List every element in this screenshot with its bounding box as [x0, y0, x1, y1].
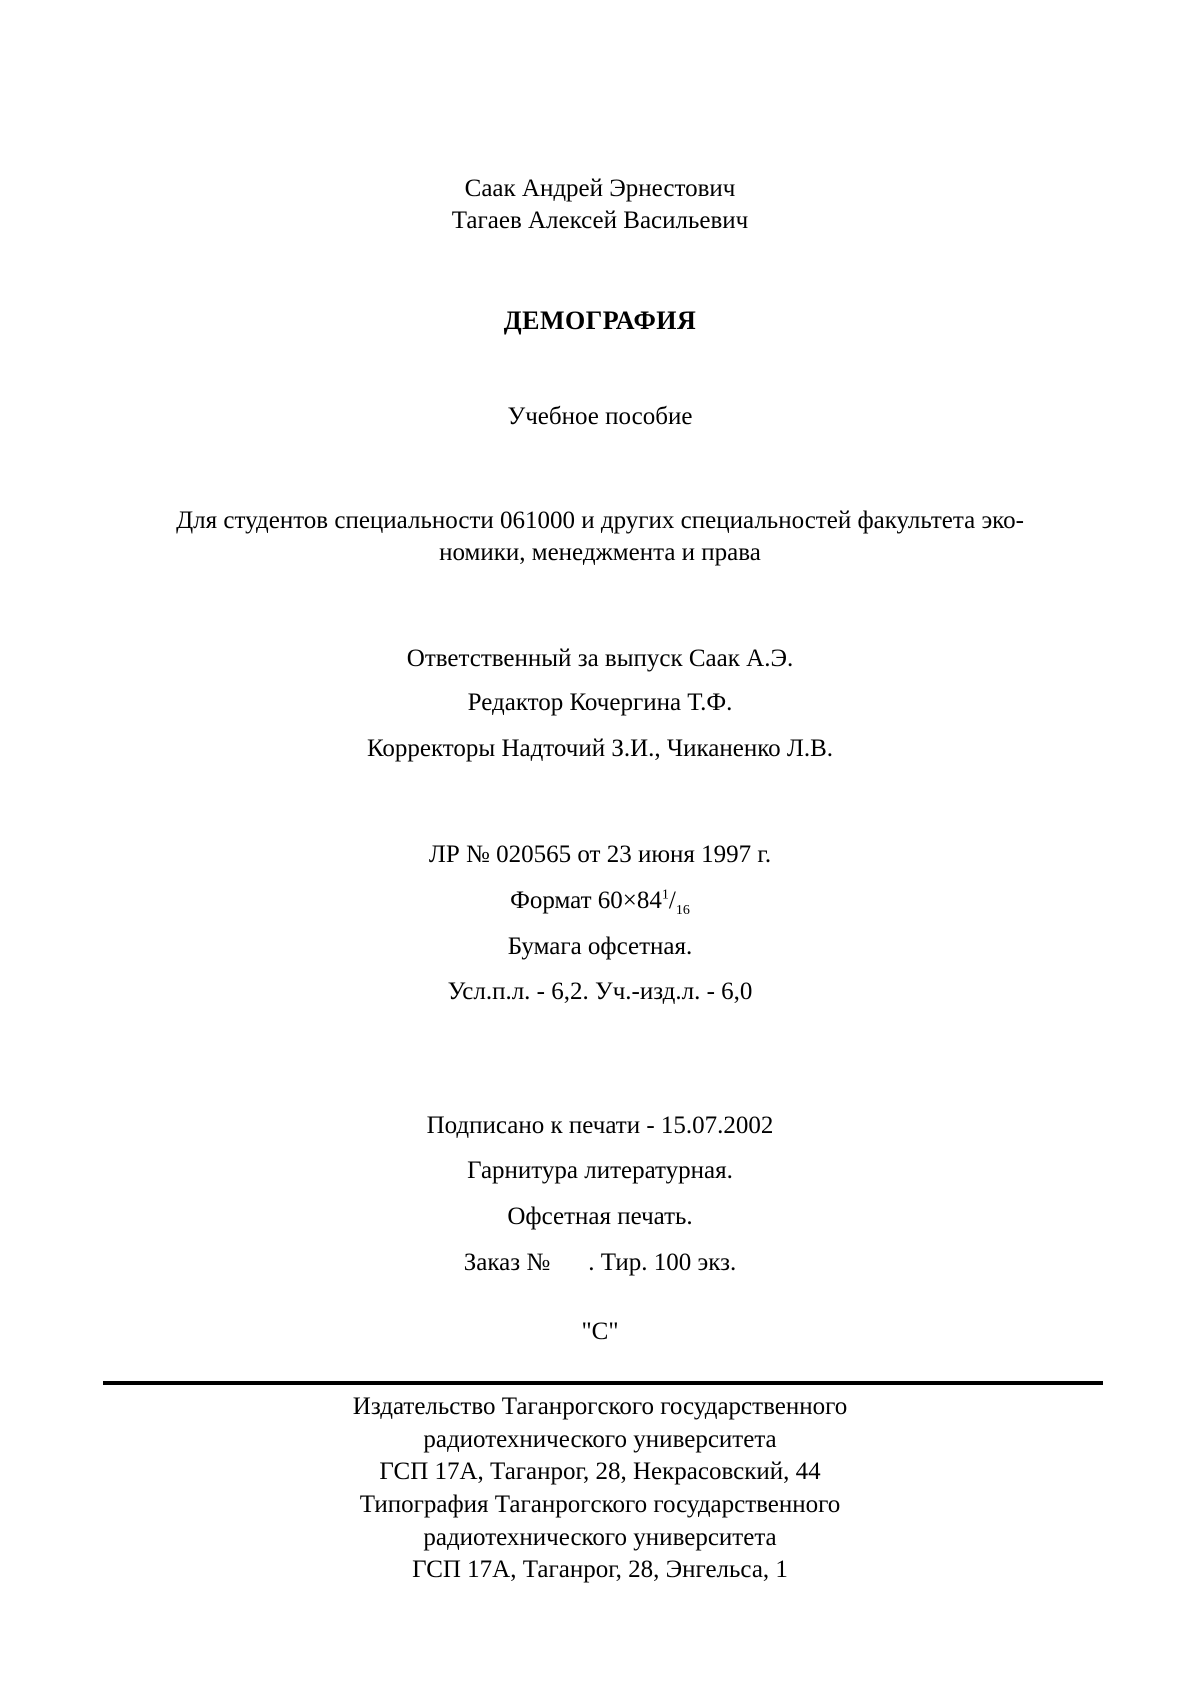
print-method: Офсетная печать. [507, 1203, 693, 1230]
typeface: Гарнитура литературная. [467, 1157, 733, 1184]
book-subtitle: Учебное пособие [507, 403, 693, 430]
order-prefix: Заказ № [463, 1249, 551, 1276]
format-superscript: 1 [661, 887, 669, 903]
publisher-line-4: Типография Таганрогского государственного [359, 1491, 841, 1518]
audience-line-2: номики, менеджмента и права [439, 539, 761, 566]
publisher-line-3: ГСП 17А, Таганрог, 28, Некрасовский, 44 [379, 1458, 821, 1485]
responsible-editor: Ответственный за выпуск Саак А.Э. [406, 645, 794, 672]
signed-for-print: Подписано к печати - 15.07.2002 [426, 1112, 774, 1139]
order-and-print-run [0, 1247, 1200, 1279]
editor: Редактор Кочергина Т.Ф. [467, 689, 733, 716]
publisher-line-1: Издательство Таганрогского государственного [352, 1393, 848, 1420]
format-subscript: 16 [675, 903, 690, 918]
correctors: Корректоры Надточий З.И., Чиканенко Л.В. [366, 735, 834, 762]
publisher-line-6: ГСП 17А, Таганрог, 28, Энгельса, 1 [412, 1556, 788, 1583]
book-title: ДЕМОГРАФИЯ [503, 306, 697, 335]
audience-line-1: Для студентов специальности 061000 и других специальностей факультета эко- [176, 507, 1024, 534]
printed-sheets: Усл.п.л. - 6,2. Уч.-изд.л. - 6,0 [447, 978, 753, 1005]
publisher-mark: "С" [581, 1318, 619, 1345]
author-name-2: Тагаев Алексей Васильевич [451, 207, 749, 234]
paper-type: Бумага офсетная. [507, 933, 693, 960]
publisher-line-2: радиотехнического университета [423, 1426, 777, 1453]
order-suffix: . Тир. 100 экз. [588, 1249, 737, 1276]
format-prefix: Формат 60×84 [510, 887, 662, 914]
author-name-1: Саак Андрей Эрнестович [464, 175, 736, 202]
divider-rule [103, 1381, 1103, 1385]
license-number: ЛР № 020565 от 23 июня 1997 г. [428, 841, 772, 868]
format-separator: / [668, 887, 676, 914]
publisher-line-5: радиотехнического университета [423, 1524, 777, 1551]
paper-format [0, 885, 1200, 917]
